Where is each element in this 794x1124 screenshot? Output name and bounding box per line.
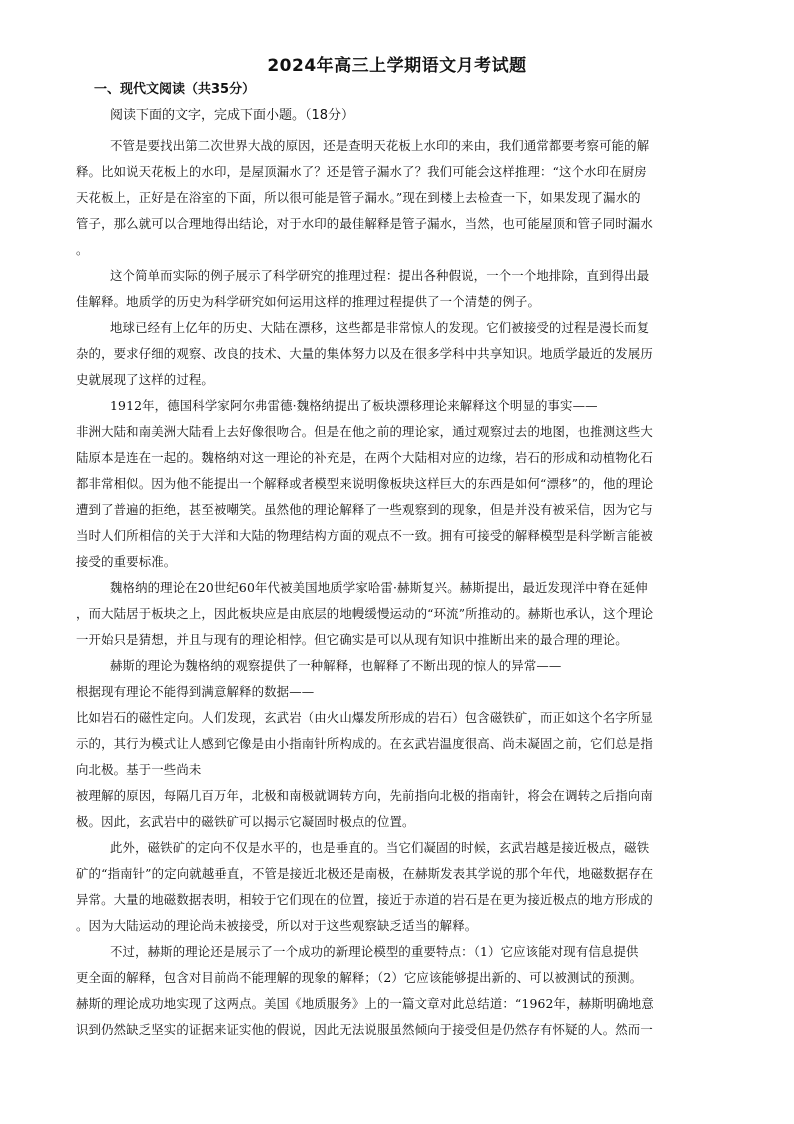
passage-line: 管子，那么就可以合理地得出结论，对于水印的最佳解释是管子漏水，当然，也可能屋顶和管子同时漏水 (76, 216, 653, 231)
passage-paragraph (76, 133, 721, 263)
passage-line: 。因为大陆运动的理论尚未被接受，所以对于这些观察缺乏适当的解释。 (76, 918, 478, 933)
passage-line: 根据现有理论不能得到满意解释的数据—— (76, 684, 315, 699)
section-heading: 一、现代文阅读（共35分） (94, 82, 256, 97)
reading-instruction: 阅读下面的文字，完成下面小题。（18分） (110, 108, 355, 123)
passage-line: 赫斯的理论为魏格纳的观察提供了一种解释，也解释了不断出现的惊人的异常—— (110, 658, 562, 673)
passage-line: 遭到了普遍的拒绝，甚至被嘲笑。虽然他的理论解释了一些观察到的现象，但是并没有被采信，因为它与 (76, 502, 653, 517)
passage-line: 当时人们所相信的关于大洋和大陆的物理结构方面的观点不一致。拥有可接受的解释模型是科学断言能被 (76, 528, 653, 543)
passage-line: 更全面的解释，包含对目前尚不能理解的现象的解释；（2）它应该能够提出新的、可以被测试的预测。 (76, 970, 643, 985)
passage-line: 示的，其行为模式让人感到它像是由小指南针所构成的。在玄武岩温度很高、尚未凝固之前，它们总是指 (76, 736, 653, 751)
passage-line: 佳解释。地质学的历史为科学研究如何运用这样的推理过程提供了一个清楚的例子。 (76, 294, 541, 309)
passage-paragraph (76, 939, 721, 1043)
passage-line: ，而大陆居于板块之上，因此板块应是由底层的地幔缓慢运动的“环流”所推动的。赫斯也承认，这个理论 (76, 606, 654, 621)
passage-line: 1912年，德国科学家阿尔弗雷德·魏格纳提出了板块漂移理论来解释这个明显的事实—— (110, 398, 598, 413)
passage-line: 赫斯的理论成功地实现了这两点。美国《地质服务》上的一篇文章对此总结道：“1962年，赫斯明确地意 (76, 996, 654, 1011)
passage-line: 比如岩石的磁性定向。人们发现，玄武岩（由火山爆发所形成的岩石）包含磁铁矿，而正如这个名字所显 (76, 710, 653, 725)
passage-line: 被理解的原因，每隔几百万年，北极和南极就调转方向，先前指向北极的指南针，将会在调转之后指向南 (76, 788, 653, 803)
passage-line: 天花板上，正好是在浴室的下面，所以很可能是管子漏水。”现在到楼上去检查一下，如果发现了漏水的 (76, 190, 641, 205)
passage-line: 此外，磁铁矿的定向不仅是水平的，也是垂直的。当它们凝固的时候，玄武岩越是接近极点，磁铁 (110, 840, 650, 855)
passage-line: 史就展现了这样的过程。 (76, 372, 214, 387)
passage-line: 接受的重要标准。 (76, 554, 177, 569)
passage-line: 不管是要找出第二次世界大战的原因，还是查明天花板上水印的来由，我们通常都要考察可能的解 (110, 138, 650, 153)
passage-paragraph (76, 653, 721, 835)
passage-line: 这个简单而实际的例子展示了科学研究的推理过程：提出各种假说，一个一个地排除，直到得出最 (110, 268, 650, 283)
passage-line: 都非常相似。因为他不能提出一个解释或者模型来说明像板块这样巨大的东西是如何“漂移”的，他的理论 (76, 476, 654, 491)
passage-line: 极。因此，玄武岩中的磁铁矿可以揭示它凝固时极点的位置。 (76, 814, 415, 829)
passage-line: 魏格纳的理论在20世纪60年代被美国地质学家哈雷·赫斯复兴。赫斯提出，最近发现洋中脊在延伸 (110, 580, 648, 595)
passage-line: 地球已经有上亿年的历史、大陆在漂移，这些都是非常惊人的发现。它们被接受的过程是漫长而复 (110, 320, 650, 335)
passage-paragraph (76, 835, 721, 939)
passage-line: 不过，赫斯的理论还是展示了一个成功的新理论模型的重要特点：（1）它应该能对现有信息提供 (110, 944, 639, 959)
passage-paragraph (76, 393, 721, 575)
passage-line: 识到仍然缺乏坚实的证据来证实他的假说，因此无法说服虽然倾向于接受但是仍然存有怀疑的人。然而一 (76, 1022, 653, 1037)
passage-line: 释。比如说天花板上的水印，是屋顶漏水了？还是管子漏水了？我们可能会这样推理：“这个水印在厨房 (76, 164, 647, 179)
passage-line: 向北极。基于一些尚未 (76, 762, 202, 777)
passage-line: 非洲大陆和南美洲大陆看上去好像很吻合。但是在他之前的理论家，通过观察过去的地图，也推测这些大 (76, 424, 653, 439)
exam-title: 2024年高三上学期语文月考试题 (267, 56, 527, 76)
passage-line: 矿的“指南针”的定向就越垂直，不管是接近北极还是南极，在赫斯发表其学说的那个年代，地磁数据存在 (76, 866, 654, 881)
passage-line: 一开始只是猜想，并且与现有的理论相悖。但它确实是可以从现有知识中推断出来的最合理的理论。 (76, 632, 628, 647)
passage-paragraph (76, 315, 721, 393)
passage-line: 陆原本是连在一起的。魏格纳对这一理论的补充是，在两个大陆相对应的边缘，岩石的形成和动植物化石 (76, 450, 653, 465)
passage-line: 。 (76, 242, 89, 257)
passage-line: 异常。大量的地磁数据表明，相较于它们现在的位置，接近于赤道的岩石是在更为接近极点的地方形成的 (76, 892, 653, 907)
passage-paragraph (76, 575, 721, 653)
passage-paragraph (76, 263, 721, 315)
reading-passage (76, 133, 721, 1043)
passage-line: 杂的，要求仔细的观察、改良的技术、大量的集体努力以及在很多学科中共享知识。地质学最近的发展历 (76, 346, 653, 361)
